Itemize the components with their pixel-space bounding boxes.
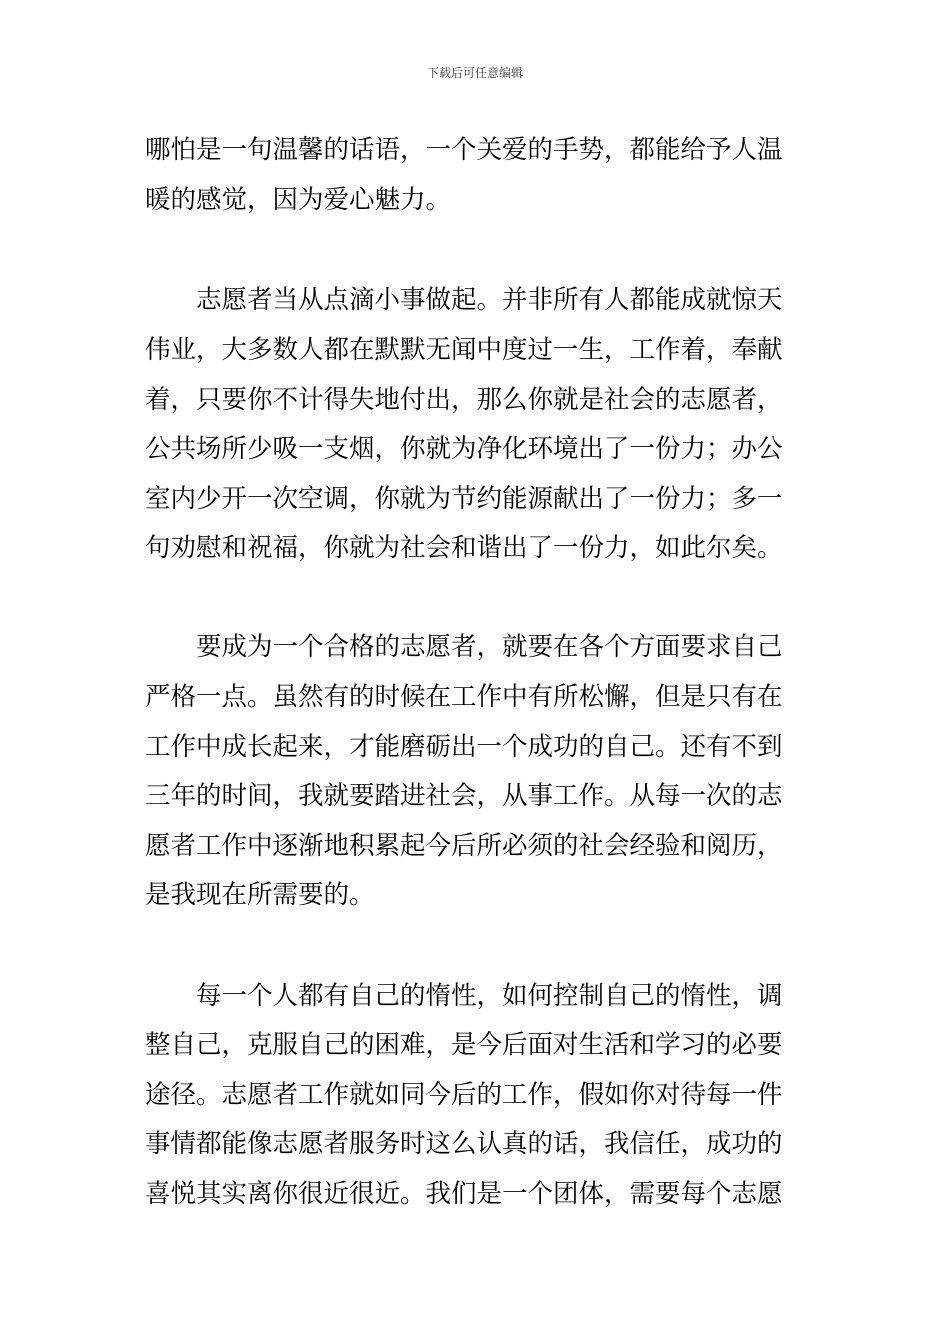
text-line: 室内少开一次空调，你就为节约能源献出了一份力；多一: [145, 484, 783, 514]
paragraph-first-line: 要成为一个合格的志愿者，就要在各个方面要求自己: [196, 632, 783, 662]
text-line: 整自己，克服自己的困难，是今后面对生活和学习的必要: [145, 1030, 783, 1060]
paragraph-first-line: 每一个人都有自己的惰性，如何控制自己的惰性，调: [196, 981, 783, 1011]
text-line: 伟业，大多数人都在默默无闻中度过一生，工作着，奉献: [145, 335, 783, 365]
text-line: 是我现在所需要的。: [145, 880, 375, 910]
text-line: 哪怕是一句温馨的话语，一个关爱的手势，都能给予人温: [145, 135, 783, 165]
text-line: 工作中成长起来，才能磨砺出一个成功的自己。还有不到: [145, 732, 783, 762]
text-line: 三年的时间，我就要踏进社会，从事工作。从每一次的志: [145, 781, 783, 811]
text-line: 句劝慰和祝福，你就为社会和谐出了一份力，如此尔矣。: [145, 533, 783, 563]
text-line: 严格一点。虽然有的时候在工作中有所松懈，但是只有在: [145, 682, 783, 712]
text-line: 途径。志愿者工作就如同今后的工作，假如你对待每一件: [145, 1080, 783, 1110]
text-line: 事情都能像志愿者服务时这么认真的话，我信任，成功的: [145, 1129, 783, 1159]
text-line: 暖的感觉，因为爱心魅力。: [145, 185, 452, 215]
text-line: 着，只要你不计得失地付出，那么你就是社会的志愿者，: [145, 385, 783, 415]
page-header: 下载后可任意编辑: [426, 66, 523, 80]
text-line: 愿者工作中逐渐地积累起今后所必须的社会经验和阅历，: [145, 831, 783, 861]
text-line: 喜悦其实离你很近很近。我们是一个团体，需要每个志愿: [145, 1179, 783, 1209]
paragraph-first-line: 志愿者当从点滴小事做起。并非所有人都能成就惊天: [196, 285, 783, 315]
text-line: 公共场所少吸一支烟，你就为净化环境出了一份力；办公: [145, 434, 783, 464]
